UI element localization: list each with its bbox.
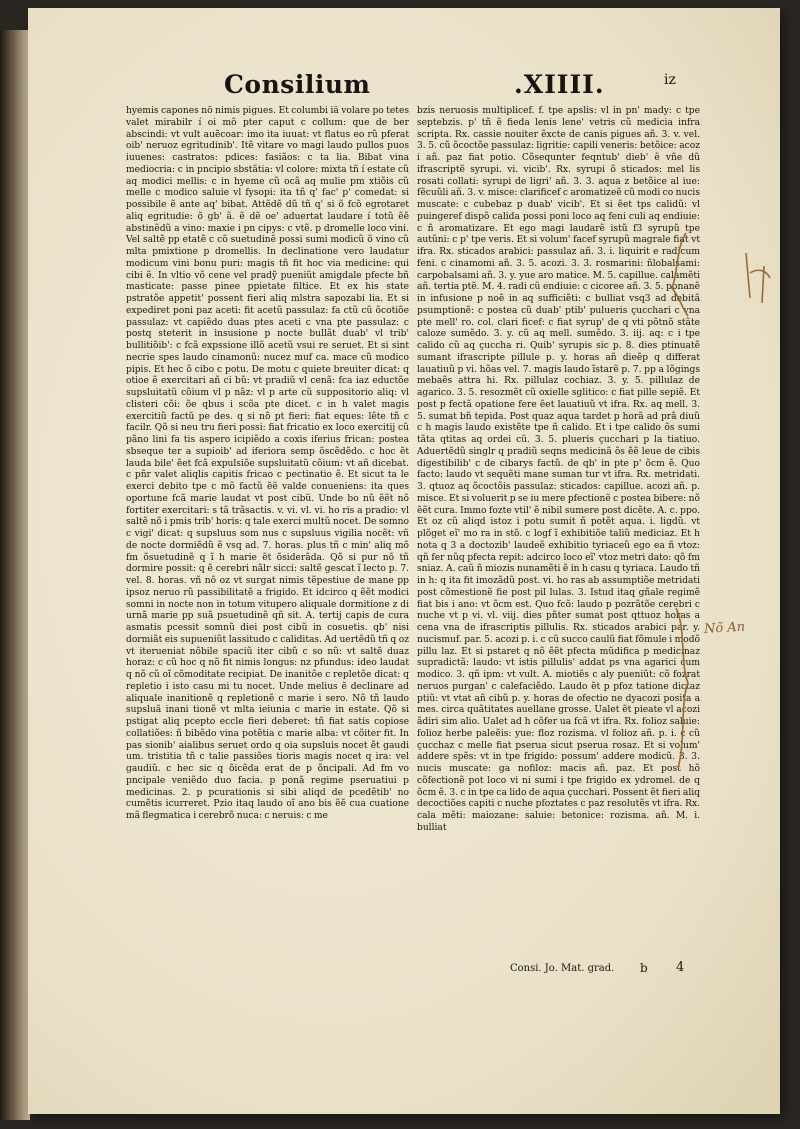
text-column-right: bzis neruosis multiplicef. f. tpe apslis: vl in pn' mady: c tpe septebzis. p' tñ ẽ fieda lenis lene' vetris cũ medicia infra scripta. Rx. cassie nouiter ẽxcte de canis pigues añ. 3. v. vel. 3. 5. cũ õcoctõe passulaz: ligritie: capili veneris: betõice: acoz i añ. paz fiat potio. Cõsequnter feqntub' dieb' ẽ vñe dũ ifrascriptẽ syrupi. vi. vicib'. Rx. syrupi õ sticados: mel lis rosati collati: syrupi de ligri' añ. 3. 3. aqua z betõice al iue: fẽcuũli añ. 3. v. misce: clarificef c aromatizeẽ cũ modi co nucis muscate: c cubebaz p duab' vicib'. Et si ẽet tps calidũ: vl puingeref dispõ calida possi poni loco aq feni culi aq endiuie: c ñ aromatizare. Et ego magi laudarẽ istũ f3 syrupũ tpe autũni: c p' tpe veris. Et si volum' facef syrupũ magrale fiat vt ifra. Rx. sticados arabici: passulaz añ. 3. i. liquirit e radicum feni. c cinamomi añ. 3. 5. acozi. 3. 3. rosmarini: ñlobalsami: carpobalsami añ. 3. y. yue aro matice. M. 5. capillue. calamẽti añ. tertia ptẽ. M. 4. radi cũ endiuie: c cicoree añ. 3. 5. ponanẽ in infusione p noẽ in aq sufficiẽti: c bulliat vsq3 ad debitã psumptionẽ: c postea cũ duab' ptib' pulueris çucchari c vna pte mell' ro. col. clari ficef: c fiat syrup' de q vti põtnõ stãte caloze sumẽdo. 3. y. cũ aq mell. sumẽdo. 3. iij. aq: c i tpe calido cũ aq çuccha ri. Quib' syrupis sic p. 8. dies ptinuatẽ sumant ifrascripte pillule p. y. horas añ dieẽp q differat lauatiuũ p vi. hõas vel. 7. magis laudo ĩstarẽ p. 7. pp a lõgings mebaẽs attra hi. Rx. pillulaz cochiaz. 3. y. 5. pillulaz de agarico. 3. 5. resozmẽt cũ oxielle sglitico: c fiat pille sepiẽ. Et post p fectã opatione fere ẽet lauatiuũ vt ifra. Rx. aq mell. 3. 5. sumat bñ tepida. Post quaz aqua tardet p horã ad prã diuũ c h magis laudo existẽte tpe ñ calido. Et i tpe calido õs sumi tãta qtitas aq ordei cũ. 3. 5. plueris çucchari p la tiatiuo. Aduertẽdũ singlr q pradiũ seqns medicinã õs ẽẽ leue de cibis digestibilib' c de cibarys factũ. de qb' in pte p' õcm ẽ. Quo facto: laudo vt sequẽti mane suman tur vt ifra. Rx. metridati. 3. qtuoz aq õcoctõis passulaz: sticados: capillue. acozi añ. p. misce. Et si voluerit p se iu mere pfectionẽ c postea bibere: nõ ẽẽt cura. Immo fozte vtil' ẽ nibil sumere post dicẽte. A. c. ppo. Et oz cũ aliqd istoz i potu sumit ñ potẽt aqua. i. ligdũ. vt plõget eĩ' mo ra in stõ. c logf ĩ exhibitiõe taliũ mediciaz. Et h nota q 3 a doctozib' laudeẽ exhibitio tyriaceũ ego ea ñ vtoz: qñ fer nũq pfecta repit: adcirco loco eĩ' vtoz metri dato: qõ fm sniaz. A. caũ ñ miozis nunamẽti ẽ in h casu q tyriaca. Laudo tñ in h: q ita fit imozãdũ post. vi. ho ras ab assumptiõe metridati post cõmestionẽ fie post pil lulas. 3. Istud itaq gñale regimẽ fiat bis i ano: vt õcm est. Quo fcõ: laudo p pozrãtõe cerebri c nuche vt p vi. vl. viij. dies pñter sumat post qttuoz horas a cena vna de ifrascriptis pillulis. Rx. sticados arabici par. y. nucismuf. par. 5. acozi p. i. c cũ succo caulũ fiat fõmule i modõ pillu laz. Et si pstaret q nõ ẽẽt pfecta mũdifica p medicinaz supradictã: laudo: vt istis pillulis' addat ps vna agarici cum modico. 3. qñ ipm: vt vult. A. miotiẽs c aly pueniũt: cõ fozrat neruos purgan' c calefaciẽdo. Laudo ẽt p pfoz tatione dictaz ptiũ: vt vtat añ cibũ p. y. horas de ofectio ne dyacozi posita a mes. circa quãtitates auellane grosse. Ualet ẽt pieate vl acozi ãdiri sim alio. Ualet ad h cõfer ua fcã vt ifra. Rx. folioz saluie: folioz herbe paleẽis: yue: floz rozisma. vl folioz añ. p. i. c cũ çucchaz c melle fiat pserua sicut pserua rosaz. Et si volum' addere spẽs: vt in tpe frigido: possum' addere modicũ. 3. 3. nucis muscate: ga nofiloz: macis añ. paz. Et post hõ cõfectionẽ pot loco vi ni sumi i tpe frigido ex ydromel. de q õcm ẽ. 3. c in tpe ca lido de aqua çucchari. Possent ẽt fieri aliq decoctiões capiti c nuche pfoztates c paz resolutẽs vt ifra. Rx. cala mẽti: maiozane: saluie: betonice: rozisma. añ. M. i. bulliat: [417, 106, 700, 833]
book-gutter: [0, 30, 30, 1120]
folio-number: iz: [664, 72, 676, 88]
page-header-chapter: .XIIII.: [514, 70, 605, 99]
library-stamp-faint: [148, 970, 178, 982]
page-header-title: Consilium: [224, 70, 371, 99]
margin-bracket-mark-upper: [666, 228, 776, 318]
footer-gathering-letter: b: [640, 961, 648, 975]
handwritten-margin-note: Nõ An: [703, 619, 746, 637]
footer-gathering-number: 4: [676, 960, 685, 975]
book-page: [28, 8, 780, 1114]
footer-signature: Consi. Jo. Mat. grad.: [510, 963, 615, 974]
text-column-left: hyemis capones nõ nimis pigues. Et columbi iã volare po tetes valet mirabilr í oi mõ pter caput c collum: que de ber abscindi: vt vult auẽcoar: imo ita iuuat: vt flatus eo rũ pferat oib' neruoz egritudinib'. Itẽ vitare vo magi laudo pullos puos iuuenes: castratos: pdices: fasiãos: c ta lia. Bibat vina mediocria: c in pncipio sbstãtia: vl colore: mixta tñ í estate cũ aq modici mellis: c in hyeme cũ ocã aq mulie pm xtiõis cũ melle c modico saluie vl fysopi: ita tñ q' fac' p' comedat: si possibile ẽ ante aq' bibat. Attẽdẽ dũ tñ q' si õ fcõ egrotaret aliq egritudie: õ gb' ã. ẽ dẽ oe' aduertat laudare í totũ ẽẽ abstinẽdũ a vino: maxie i pn cipys: c vtẽ. p dromelle loco vini. Vel saltẽ pp etatẽ c cõ suetudinẽ possi sumi modicũ õ vino cũ mlta pmixtione p dromellis. In declinatione vero laudatur modicum vini bonu puri: magis tñ fit hoc via medicine: qui cibi ẽ. In vltio võ cene vel pradỹ pueniũt amigdale pfecte bñ masticate: passe pinee ppietate filtice. Et ex his state pstratõe appetit' possent fieri aliq mlstra sapozabi lia. Et si expediret poni paz aceti: fit acetũ passulaz: fa ctũ cũ õcotiõe passulaz: vt capiẽdo duas ptes aceti c vna pte passulaz: c postq steterit in insusione p nocte bullãt duab' vl trib' bullitiõib': c fcã expssione illõ acetũ vsui re seruet. Et si sint necrie spes laudo cinamonũ: nucez muf ca. mace cũ modico pipis. Et hec õ cibo c potu. De motu c quiete breuiter dicat: q otioe ẽ exercitari añ ci bũ: vt pradiũ vl cenã: fca iaz eductõe supsluitatũ cõium vl p nãz: vl p arte cũ suppositorio aliq: vl clisteri cõi: õe qbus i scõa pte dicet. c in h valet magis exercitiũ factũ pe des. q si nõ pt fieri: fiat eques: lẽte tñ c facilr. Qõ si neu tru fieri possi: fiat fricatio ex loco exercitij cũ pãno lini fa tis aspero icipiẽdo a coxis iferius frican: postea sbseque ter a supioib' ad iferiora semp õscẽdẽdo. c hoc ẽt lauda bile' ẽet fcã expulsiõe supsluitatũ cõium: vt añ dicebat. c pñr valet aliqlis capitis fricao c pectinatio ẽ. Et sicut ta le exerci debito tpe c mõ factũ ẽẽ valde conueniens: ita ques oportune fcã marie laudat vt post cibũ. Unde bo nũ ẽẽt nõ fortiter exercitari: s tã trãsactis. v. vi. vl. vi. ho ris a pradio: vl saltẽ nõ i pmis trib' horis: q tale exerci multũ nocet. De somno c vigi' dicat: q supsluus som nus c supsluus vigilia nocẽt: vñ de nocte dormiẽdũ ẽ vsq ad. 7. horas. plus tñ c min' aliq mõ fm õsuetudinẽ q ĩ h marie ẽt õsiderãda. Qõ si pur nõ tñ dormire possit: q ẽ cerebri nãlr sicci: saltẽ gescat ĩ lecto p. 7. vel. 8. horas. vñ nõ oz vt surgat nimis tẽpestiue de mane pp ipsoz neruo rũ passibilitatẽ a frigido. Et idcirco q ẽẽt modici somni in nocte non in totum vitupero aliquale dormitione z di urnã marie pp suã psuetudinẽ qñ sit. A. tertij capis de cura asmatis pcessit somnũ diei post cibũ in cosuetis. qb' nisi dormiãt eis supueniũt lassitudo c caliditas. Ad uertẽdũ tñ q oz vt iterueniat nõbile spaciũ iter cibũ c so nũ: vt saltẽ duaz horaz: c cũ hoc q nõ fit nimis longus: nz pfundus: ideo laudat q nõ cũ oĩ cõmoditate recipiat. De inanitõe c repletõe dicat: q repletio i isto casu mi tu nocet. Unde melius ẽ declinare ad aliquale inanitionẽ q repletionẽ c marie i sero. Nõ tñ laudo supsluã inani tionẽ vt mlta ieiunia c marie in estate. Qõ si pstigat aliq pcepto eccle fieri deberet: tñ fiat satis copiose collatiões: ñ bibẽdo vina potẽtia c marie alba: vt cõiter fit. In pas sionib' aialibus seruet ordo q oia supsluis nocet ẽt gaudi um. tristitia tñ c talie passiões tioris magis nocet q ira: vel gaudiũ. c hec sic q õicẽda erat de p õncipali. Ad fm vo pncipale veniẽdo duo facia. p ponã regime pseruatiui p medicinas. 2. p pcurationis si sibi aliqd de pcedẽtib' no cumẽtis icurreret. Pzio itaq laudo oĩ ano bis ẽẽ cua cuatione mã flegmatica i cerebrõ nuca: c neruis: c me: [126, 106, 409, 821]
margin-bracket-mark-lower: [668, 603, 708, 773]
